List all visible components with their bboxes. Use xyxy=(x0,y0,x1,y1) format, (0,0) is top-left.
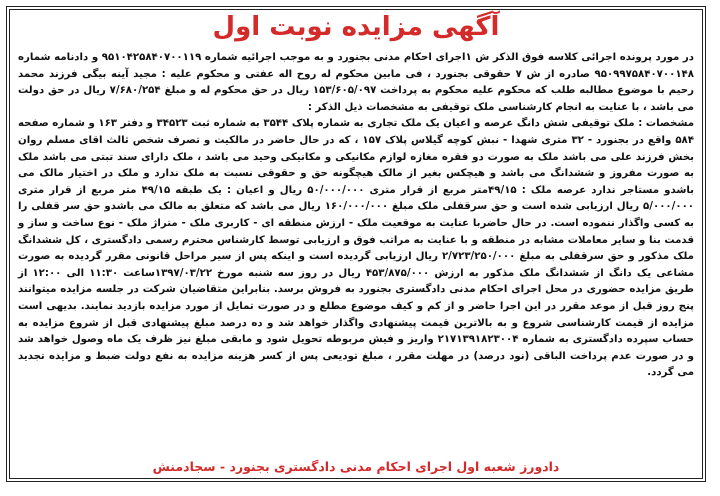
notice-body xyxy=(18,50,694,382)
notice-intro: در مورد پرونده اجرائی کلاسه فوق الذکر ش ۱اجرای احکام مدنی بجنورد و به موجب اجرائیه شماره ۹۵۱۰۴۲۵۸۴۰۷۰۰۱۱۹ و دادنامه شماره ۹۵۰۹۹۷۵۸۴۰۷۰۰۱۴۸ صادره از ش ۷ حقوقی بجنورد ، فی مابین محکوم له روح اله عفتی و محکوم علیه : مجید آینه بیگی فرزند محمد رحیم با موضوع مطالبه طلب که محکوم علیه محکوم به پرداخت ۱۵۳/۶۰۵/۰۹۷ ریال در حق محکوم له و مبلغ ۷/۶۸۰/۲۵۴ ریال در حق دولت می باشد ، با عنایت به انجام کارشناسی ملک توقیفی به مشخصات ذیل الذکر : xyxy=(18,52,695,113)
title-area xyxy=(10,12,702,42)
notice-specs: مشخصات : ملک توقیفی شش دانگ عرصه و اعیان یک ملک تجاری به شماره پلاک ۳۵۴۴ به شماره ثبت ۳۴۵۲۳ و دفتر ۱۶۳ و شماره صفحه ۵۸۴ واقع در بجنورد - ۳۲ متری شهدا - نبش کوچه گیلاس پلاک ۱۵۷ ، که در حال حاضر در مالکیت و تصرف شخص ثالث اقای مسلم روان بخش فرزند علی می باشد ملک به صورت دو فقره مغازه لوازم مکانیکی و مکانیکی وحید می باشد ، ملک دارای سند تبتی می باشد ملک به صورت مفروز و ششدانگ می باشد و هیچکس بغیر از مالک هیچگونه حق و حقوقی نسبت به ملک ندارد و ملک در اختیار مالک می باشدو مستاجر ندارد عرصه ملک : ۴۹/۱۵متر مربع از قرار متری ۵۰/۰۰۰/۰۰۰ ریال و اعیان : یک طبقه ۴۹/۱۵ متر مربع از قرار متری ۵/۰۰۰/۰۰۰ ریال ارزیابی شده است و حق سرقفلی ملک مبلغ ۱۶۰/۰۰۰/۰۰۰ ریال می باشد که متعلق به مالک می باشدو حق سر قفلی را به کسی واگذار ننموده است. در حال حاضربا عنایت به موقعیت ملک - ارزش منطقه ای - کاربری ملک - متراژ ملک - نوع ساخت و ساز و قدمت بنا و سایر معاملات مشابه در منطقه و با عنایت به مراتب فوق و ارزیابی توسط کارشناس محترم رسمی دادگستری ، کل ششدانگ ملک مذکور و حق سرقفلی به مبلغ ۲/۷۲۳/۲۵۰/۰۰۰ ریال ارزیابی گردیده است و اینکه پس از سیر مراحل قانونی مقرر گردیده به صورت مشاعی یک دانگ از ششدانگ ملک مذکور به ارزش ۴۵۳/۸۷۵/۰۰۰ ریال در روز سه شنبه مورخ ۱۳۹۷/۰۳/۲۲ساعت ۱۱:۳۰ الی ۱۲:۰۰ از طریق مزایده حضوری در محل اجرای احکام مدنی دادگستری بجنورد به فروش برسد. بنابراین متقاضیان شرکت در جلسه مزایده میتوانند پنج روز قبل از موعد مقرر در این اجرا حاضر و از کم و کیف موضوع مطلع و در صورت تمایل از مورد مزایده بازدید نمایند. بدیهی است مزایده از قیمت کارشناسی شروع و به بالاترین قیمت پیشنهادی واگذار خواهد شد و ده درصد مبلغ پیشنهادی قبل از شروع مزایده به حساب سپرده دادگستری به شماره ۲۱۷۱۳۹۱۸۲۳۰۰۴ واریز و فیش مربوطه تحویل شود و مابقی مبلغ نیز ظرف یک ماه وصول خواهد شد و در صورت عدم پرداخت الباقی (نود درصد) در مهلت مقرر ، مبلغ تودیعی پس از کسر هزینه مزایده به نفع دولت ضبط و مزایده تجدید می گردد. xyxy=(18,118,695,379)
notice-title: آگهی مزایده نوبت اول xyxy=(212,12,500,42)
notice-signature: دادورز شعبه اول اجرای احکام مدنی دادگستری بجنورد - سجادمنش xyxy=(152,459,560,474)
notice-frame xyxy=(6,6,706,482)
